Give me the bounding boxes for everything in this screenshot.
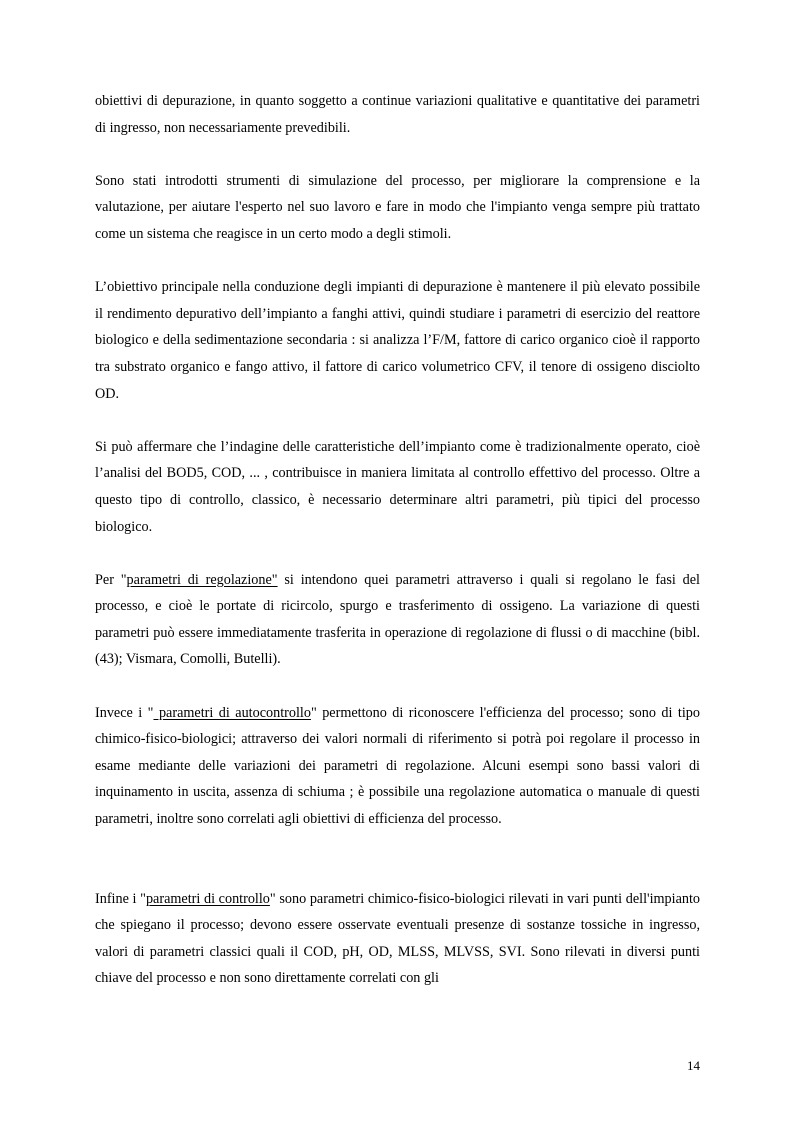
- paragraph-plant-investigation: Si può affermare che l’indagine delle caratteristiche dell’impianto come è tradizionalmente operato, cioè l’analisi del BOD5, COD, ... , contribuisce in maniera limitata al controllo effettivo del processo. Oltre a questo tipo di controllo, classico, è necessario determinare altri parametri, più tipici del processo biologico.: [95, 438, 700, 535]
- paragraph-suffix: si intendono quei parametri attraverso i quali si regolano le fasi del processo, e cioè le portate di ricircolo, spurgo e trasferimento di ossigeno. La variazione di questi parametri può essere immediatamente trasferita in operazione di regolazione di flussi o di macchine (bibl. (43); Vismara, Comolli, Butelli).: [95, 571, 700, 668]
- paragraph-prefix: Infine i ": [95, 890, 146, 907]
- paragraph-main-objective: L’obiettivo principale nella conduzione degli impianti di depurazione è mantenere il più elevato possibile il rendimento depurativo dell’impianto a fanghi attivi, quindi studiare i parametri di esercizio del reattore biologico e della sedimentazione secondaria : si analizza l’F/M, fattore di carico organico cioè il rapporto tra substrato organico e fango attivo, il fattore di carico volumetrico CFV, il tenore di ossigeno disciolto OD.: [95, 279, 700, 402]
- page-number: 14: [687, 1058, 700, 1073]
- paragraph-suffix: " sono parametri chimico-fisico-biologici rilevati in vari punti dell'impianto che spiegano il processo; devono essere osservate eventuali presenze di sostanze tossiche in ingresso, valori di parametri classici quali il COD, pH, OD, MLSS, MLVSS, SVI. Sono rilevati in diversi punti chiave del processo e non sono direttamente correlati con gli: [95, 890, 701, 987]
- paragraph-control-parameters: [95, 886, 700, 992]
- term-control-parameters: parametri di controllo: [145, 890, 270, 907]
- paragraph-simulation-tools: Sono stati introdotti strumenti di simulazione del processo, per migliorare la comprensione e la valutazione, per aiutare l'esperto nel suo lavoro e fare in modo che l'impianto venga sempre più trattato come un sistema che reagisce in un certo modo a degli stimoli.: [95, 172, 700, 242]
- paragraph-prefix: Invece i ": [95, 704, 154, 721]
- paragraph-suffix: " permettono di riconoscere l'efficienza del processo; sono di tipo chimico-fisico-biologici; attraverso dei valori normali di riferimento si potrà poi regolare il processo in esame mediante delle variazioni dei parametri di regolazione. Alcuni esempi sono bassi valori di inquinamento in uscita, assenza di schiuma ; è possibile una regolazione automatica o manuale di questi parametri, inoltre sono correlati agli obiettivi di efficienza del processo.: [95, 704, 700, 828]
- paragraph-continuation: obiettivi di depurazione, in quanto soggetto a continue variazioni qualitative e quantitative dei parametri di ingresso, non necessariamente prevedibili.: [95, 93, 700, 136]
- term-regulation-parameters: parametri di regolazione": [126, 571, 278, 588]
- term-self-control-parameters: parametri di autocontrollo: [153, 704, 311, 721]
- paragraph-self-control-parameters: [95, 700, 700, 833]
- paragraph-regulation-parameters: [95, 567, 700, 673]
- paragraph-prefix: Per ": [95, 571, 127, 588]
- body-text: [95, 88, 700, 992]
